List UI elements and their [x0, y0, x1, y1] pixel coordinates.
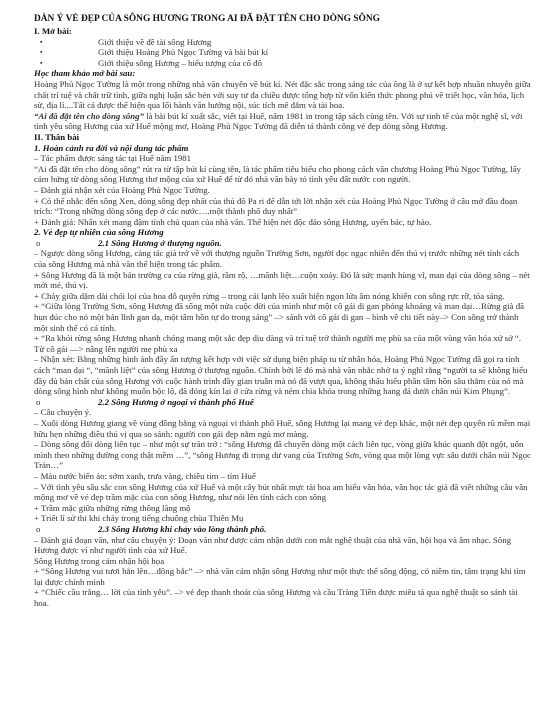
subsection-2-3-line: – Đánh giá đoạn văn, như câu chuyện ý: Đoạn văn như được cảm nhận dưới con mắt nghệ thuật của nhà văn, hội họa và âm nhạc. Sông Hương được ví như người tình của xứ Huế.: [34, 534, 512, 556]
document-title: DÀN Ý VẺ ĐẸP CỦA SÔNG HƯƠNG TRONG AI ĐÃ ĐẶT TÊN CHO DÒNG SÔNG: [34, 14, 380, 24]
subsection-2-1-line: + Sông Hương đã là một bản trường ca của rừng già, rầm rộ, …mãnh liệt…cuộn xoáy. Đó là sức mạnh hùng vĩ, man dại của dòng sông – nét mới mẻ, thú vị.: [34, 269, 530, 291]
section-1-line: + Đánh giá: Nhấn xét mang đậm tính chủ quan của nhà văn. Thể hiện nét độc đáo sông Hương, uyển bác, tự hào.: [34, 216, 432, 227]
subsection-2-1-heading-row: [34, 238, 533, 249]
subsection-2-3-line: + “Sông Hương vui tươi hẳn lên…đông bắc” –> nhà văn cảm nhận sông Hương như một thực thể sống động, có niềm tin, tâm trạng khi tìm lại được chính mình: [34, 566, 526, 587]
section-1-line: “Ai đã đặt tên cho dòng sông” rút ra từ tập bút kí cùng tên, là tác phẩm tiêu biểu cho phong cách văn chương Hoàng Phủ Ngọc Tường, lấy cảm hứng từ dòng sông Hương thơ mộng của xứ Huế để từ đó nhà văn bày tỏ tình yêu đất nước con người.: [34, 163, 521, 185]
mo-bai-reference-paragraph-2: [34, 111, 533, 132]
section-1-heading: 1. Hoàn cảnh ra đời và nội dung tác phẩm: [34, 142, 189, 153]
subsection-2-1-line: + “Giữa lòng Trường Sơn, sông Hương đã sống một nửa cuộc đời của mình như một cô gái di gan phóng khoáng và man dại…Rừng già đã hun đúc cho nó một bản lĩnh gan dạ, một tâm hồn tự do trong sáng” –> sánh với cô gái di gan – bình về chi tiết này–> Con sông trở thành một sinh thể có cá tính.: [34, 301, 525, 333]
subsection-2-3-heading: 2.3 Sông Hương khi chảy vào lòng thành phố.: [98, 523, 267, 534]
than-bai-heading: II. Thân bài: [34, 131, 80, 142]
subsection-2-1-line: + Chảy giữa dặm dài chói lọi của hoa đỗ quyên rừng – trong cái lạnh lẽo xuất hiện ngọn lửa âm nóng khiến con sông rực rỡ, tỏa sáng.: [34, 290, 505, 301]
mo-bai-bullet: ▪ Giới thiệu về đề tài sông Hương: [34, 37, 533, 48]
subsection-2-2-line: – Màu nước biến ảo: sớm xanh, trưa vàng, chiều tím – tím Huế: [34, 470, 256, 481]
outline-marker: o: [36, 237, 41, 248]
outline-marker: o: [36, 396, 41, 407]
subsection-2-1-line: + “Ra khỏi rừng sông Hương nhanh chóng mang một sắc đẹp dịu dàng và trí tuệ trở thành người mẹ phù sa của một vùng văn hóa xứ sở “. Từ cô gái —> nâng lên người mẹ phù xa: [34, 333, 522, 354]
subsection-2-2-line: + Trầm mặc giữa những rừng thông lăng mộ: [34, 502, 191, 513]
mo-bai-heading: I. Mở bài:: [34, 26, 72, 36]
mo-bai-reference-paragraph-1: Hoàng Phủ Ngọc Tường là một trong những nhà văn chuyên về bút kí. Nét đặc sắc trong sáng tác của ông là ở sự kết hợp nhuần nhuyễn giữa chất trí tuệ và chất trữ tình, giữa nghị luận sắc bén với suy tư đa chiều được tổng hợp từ vốn kiến thức phong phú về triết học, văn hóa, lịch sử, địa lí....Tất cả được thể hiện qua lối hành văn hướng nội, súc tích mê đắm và tài hoa.: [34, 78, 531, 111]
subsection-2-3-line: Sông Hương trong cảm nhận hội họa: [34, 555, 165, 566]
subsection-2-2-line: – Với tình yêu sâu sắc con sông Hương của xứ Huế và một cây bút nhất mực tài hoa am hiểu văn hóa, văn học tác giả đã viết những câu văn mộng mơ về vẻ đẹp trầm mặc của con sông Hương, như nói lên tính cách con sông: [34, 481, 528, 503]
subsection-2-1-line: – Nhận xét: Bằng những hình ảnh đầy ấn tượng kết hợp với việc sử dụng biện pháp tu từ nhân hóa, Hoàng Phủ Ngọc Tường đã gọi ra tính cách “man dại “, “mãnh liệt” của sông Hương ở thượng nguồn. Chính bởi lẽ đó mà nhà văn nhắc nhở ta ý nghĩ rằng “người ta sẽ không hiểu đầy đủ bản chất của sông Hương với cuộc hành trình đầy gian truân mà nó đã vượt qua, không thấu hiểu phần tâm hồn sâu thẳm của nó mà dòng sông hình như không muốn bộc lộ, đã đóng kín lại ở cửa rừng và ném chìa khóa trong những hang đá dưới chân núi Kim Phụng”.: [34, 354, 528, 397]
mo-bai-bullet: ▪ Giới thiệu sông Hương – biểu tượng của cố đô: [34, 58, 533, 69]
section-1-line: – Tác phẩm được sáng tác tại Huế năm 1981: [34, 153, 192, 164]
subsection-2-2-line: – Xuôi dòng Hương giang về vùng đồng bằng và ngoại vi thành phố Huế, sông Hương lại mang vẻ đẹp khác, một nét đẹp quyến rũ mềm mại hữu hẹn những điều thú vị qua so sánh: người con gái đẹp nằm ngủ mơ màng.: [34, 417, 531, 439]
subsection-2-2-heading: 2.2 Sông Hương ở ngoại vi thành phố Huế: [98, 396, 254, 407]
subsection-2-2-heading-row: [34, 397, 533, 408]
subsection-2-2-line: – Câu chuyện ý.: [34, 407, 92, 418]
mo-bai-bullet-list: [34, 37, 533, 69]
outline-marker: o: [36, 523, 41, 534]
subsection-2-1-line: – Ngược dòng sông Hương, càng tác giả trở về với thượng nguồn Trường Sơn, người đọc ngạc nhiên đến thú vị trước những nét tính cách của sông Hương mà nhà văn thể hiện trong tác phẩm.: [34, 248, 520, 270]
subsection-2-1-heading: 2.1 Sông Hương ở thượng nguồn.: [98, 237, 222, 248]
mo-bai-bullet: ▪ Giới thiệu Hoàng Phủ Ngọc Tường và bài bút kí: [34, 47, 533, 58]
subsection-2-2-line: + Triết lí sử thi khi chảy trong tiếng chuông chùa Thiên Mụ: [34, 513, 244, 524]
section-1-line: + Có thể nhắc đến sông Xen, dòng sông đẹp nhất của thủ đô Pa ri để dẫn tới lời nhận xét của Hoàng Phủ Ngọc Tường ở câu mở đầu đoạn trích: “Trong những dòng sông đẹp ở các nước….một thành phố duy nhất”: [34, 195, 518, 217]
subsection-2-3-line: + “Chiếc cầu trắng… lời của tình yêu”. –> vẻ đẹp thanh thoát của sông Hương và cầu Tràng Tiền được miêu tả qua nghệ thuật so sánh tài hoa.: [34, 587, 518, 609]
work-title-emphasis: “Ai đã đặt tên cho dòng sông”: [34, 110, 144, 121]
section-2-heading: 2. Vẻ đẹp tự nhiên của sông Hương: [34, 227, 164, 238]
subsection-2-3-heading-row: [34, 524, 533, 535]
mo-bai-reference-text: là bài bút kí xuất sắc, viết tại Huế, năm 1981 in trong tập sách cùng tên. Với sự tinh tế của một nghệ sĩ, với tình yêu sông Hương của xứ Huế mộng mơ, Hoàng Phủ Ngọc Tường đã diễn tả thành công vẻ đẹp dòng sông Hương.: [34, 110, 523, 132]
section-1-line: – Đánh giá nhận xét của Hoàng Phủ Ngọc Tường.: [34, 184, 210, 195]
subsection-2-2-line: – Dòng sông đổi dòng liên tục – như một sự trăn trở : “sông Hương đã chuyển dòng một cách liên tục, vòng giữa khúc quanh đột ngột, uốn mình theo những đường cong thật mềm …”, “sông Hương đi trong dư vang của Trường Sơn, vòng qua một lòng vực sâu dưới chân núi Ngọc Trản…”: [34, 439, 531, 471]
mo-bai-reference-heading: Học tham khảo mở bài sau:: [34, 68, 136, 79]
